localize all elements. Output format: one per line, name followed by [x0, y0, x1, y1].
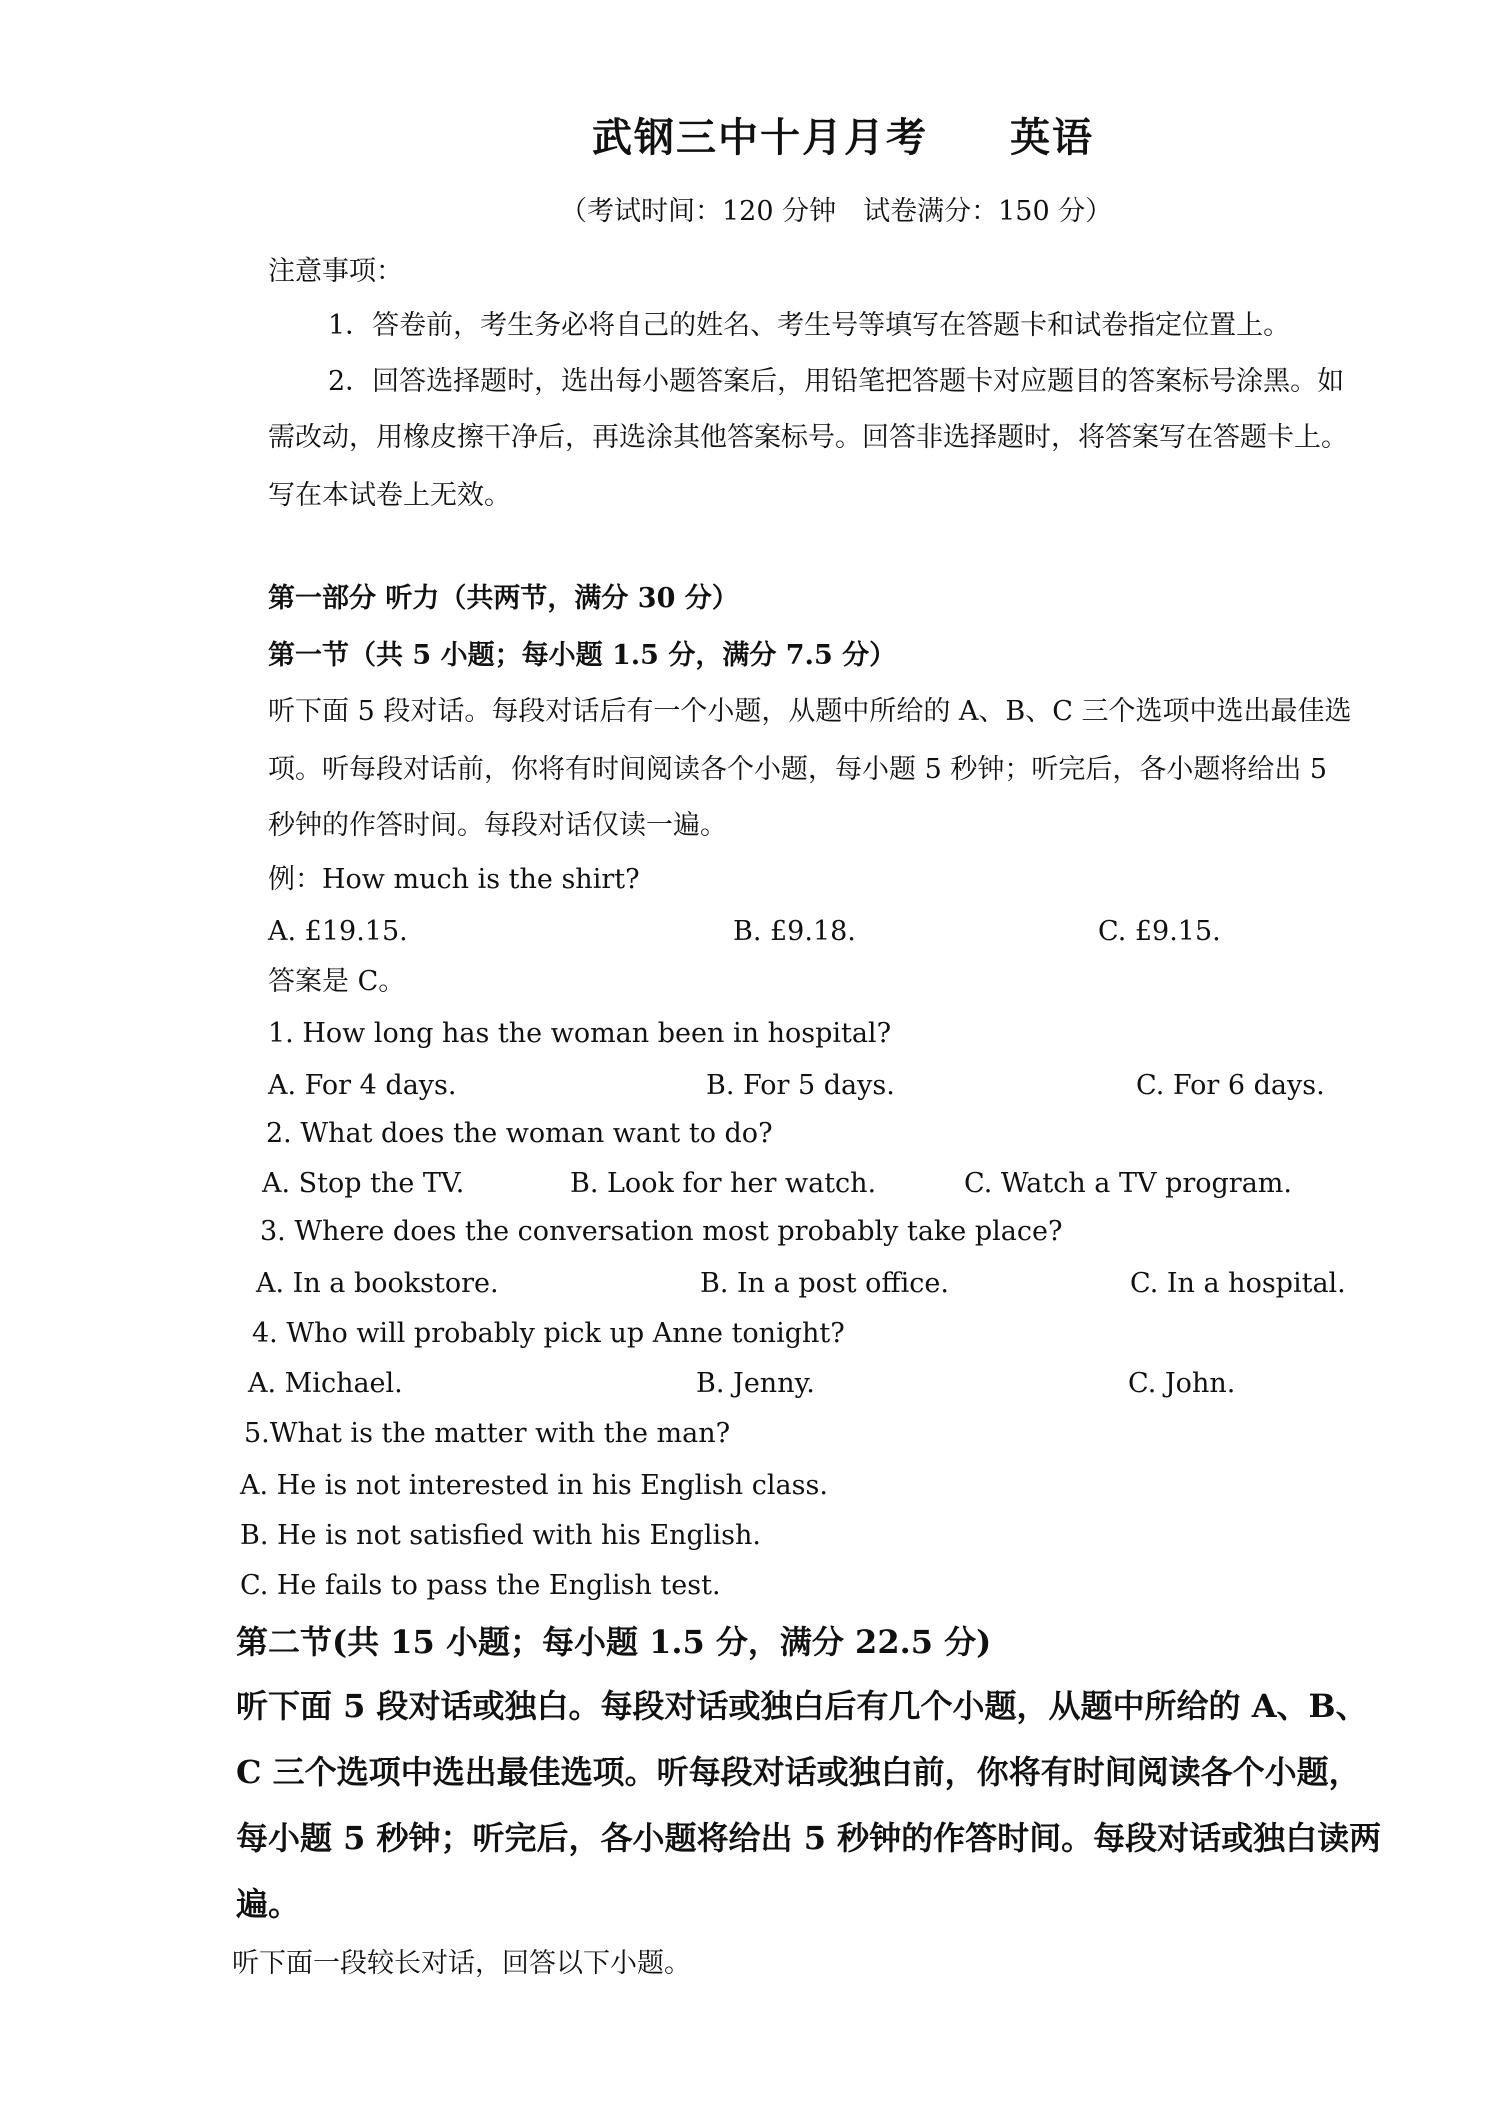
q1-option-b: B. For 5 days. — [706, 1070, 895, 1101]
question-5: 5.What is the matter with the man? — [244, 1418, 731, 1449]
example-option-a: A. £19.15. — [268, 916, 408, 947]
section2-instr-d: 遍。 — [236, 1885, 301, 1923]
section1-heading: 第一节（共 5 小题；每小题 1.5 分，满分 7.5 分） — [268, 640, 897, 671]
q2-option-b: B. Look for her watch. — [570, 1168, 877, 1199]
section1-instr-b: 项。听每段对话前，你将有时间阅读各个小题，每小题 5 秒钟；听完后，各小题将给出 5 — [268, 754, 1328, 785]
section2-instr-b: C 三个选项中选出最佳选项。听每段对话或独白前，你将有时间阅读各个小题， — [236, 1753, 1361, 1791]
note-line-1: 1．答卷前，考生务必将自己的姓名、考生号等填写在答题卡和试卷指定位置上。 — [328, 310, 1291, 341]
section2-instr-c: 每小题 5 秒钟；听完后，各小题将给出 5 秒钟的作答时间。每段对话或独白读两 — [236, 1819, 1382, 1857]
q2-option-a: A. Stop the TV. — [262, 1168, 465, 1199]
example-option-b: B. £9.18. — [733, 916, 856, 947]
q2-option-c: C. Watch a TV program. — [964, 1168, 1292, 1199]
note-line-2a: 2．回答选择题时，选出每小题答案后，用铅笔把答题卡对应题目的答案标号涂黑。如 — [328, 366, 1345, 397]
section2-heading: 第二节(共 15 小题；每小题 1.5 分，满分 22.5 分) — [236, 1623, 992, 1661]
exam-info: （考试时间：120 分钟 试卷满分：150 分） — [560, 196, 1113, 227]
q1-option-c: C. For 6 days. — [1136, 1070, 1325, 1101]
q3-option-b: B. In a post office. — [700, 1268, 949, 1299]
question-3: 3. Where does the conversation most probably take place? — [260, 1216, 1063, 1247]
q5-option-c: C. He fails to pass the English test. — [240, 1570, 721, 1601]
exam-title: 武钢三中十月月考 — [592, 114, 928, 161]
q5-option-a: A. He is not interested in his English class. — [240, 1470, 828, 1501]
section1-instr-c: 秒钟的作答时间。每段对话仅读一遍。 — [268, 810, 727, 841]
example-option-c: C. £9.15. — [1098, 916, 1221, 947]
section2-lead: 听下面一段较长对话，回答以下小题。 — [232, 1948, 691, 1979]
q3-option-a: A. In a bookstore. — [256, 1268, 499, 1299]
notes-heading: 注意事项： — [268, 256, 403, 287]
example-answer: 答案是 C。 — [268, 966, 406, 997]
question-1: 1. How long has the woman been in hospital? — [268, 1018, 892, 1049]
example-question: 例：How much is the shirt? — [268, 864, 640, 895]
q4-option-a: A. Michael. — [248, 1368, 403, 1399]
q4-option-b: B. Jenny. — [696, 1368, 815, 1399]
section2-instr-a: 听下面 5 段对话或独白。每段对话或独白后有几个小题，从题中所给的 A、B、 — [236, 1687, 1368, 1725]
q5-option-b: B. He is not satisfied with his English. — [240, 1520, 761, 1551]
exam-subject: 英语 — [1010, 114, 1094, 161]
section1-instr-a: 听下面 5 段对话。每段对话后有一个小题，从题中所给的 A、B、C 三个选项中选出最佳选 — [268, 696, 1352, 727]
part1-heading: 第一部分 听力（共两节，满分 30 分） — [268, 583, 739, 614]
question-4: 4. Who will probably pick up Anne tonight? — [252, 1318, 845, 1349]
q1-option-a: A. For 4 days. — [268, 1070, 457, 1101]
note-line-2c: 写在本试卷上无效。 — [268, 480, 511, 511]
note-line-2b: 需改动，用橡皮擦干净后，再选涂其他答案标号。回答非选择题时，将答案写在答题卡上。 — [268, 422, 1348, 453]
question-2: 2. What does the woman want to do? — [266, 1118, 773, 1149]
q3-option-c: C. In a hospital. — [1130, 1268, 1346, 1299]
q4-option-c: C. John. — [1128, 1368, 1236, 1399]
